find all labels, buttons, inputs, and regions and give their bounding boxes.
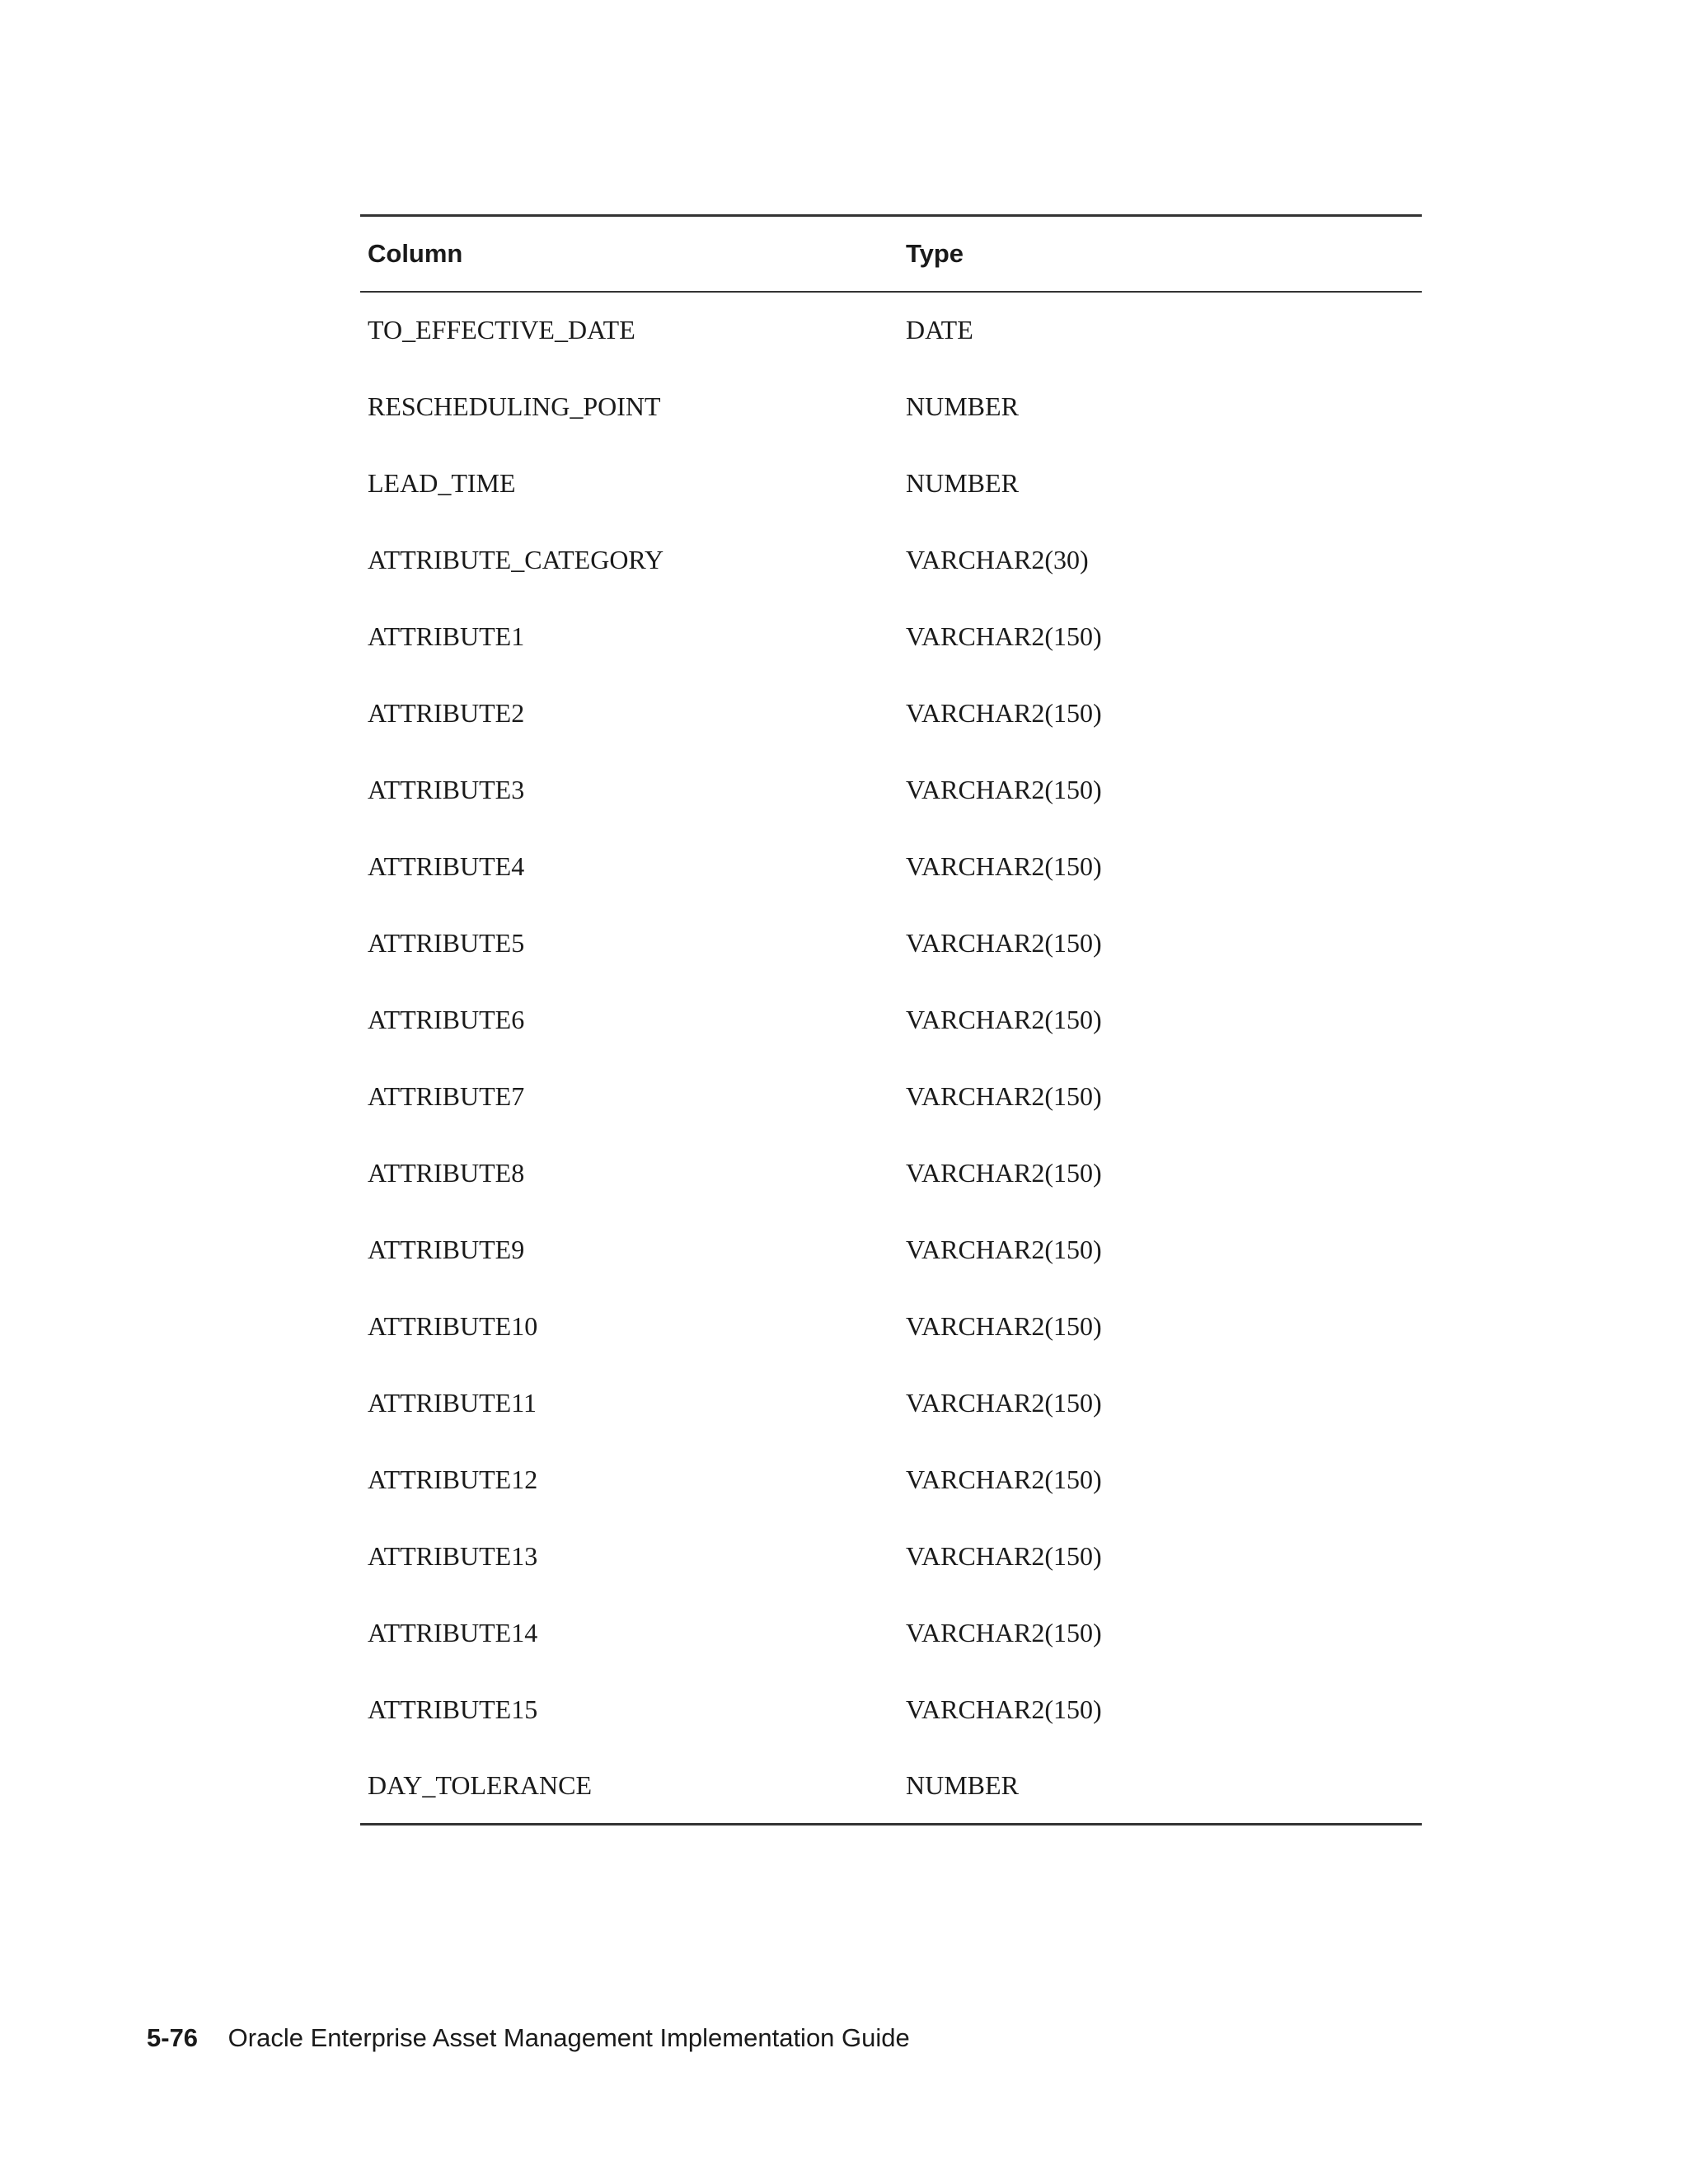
data-type-cell: VARCHAR2(150) — [906, 1234, 1102, 1264]
data-type-cell: VARCHAR2(150) — [906, 697, 1102, 728]
column-name-cell: ATTRIBUTE11 — [368, 1387, 537, 1418]
column-name-cell: ATTRIBUTE5 — [368, 927, 525, 958]
column-name-cell: TO_EFFECTIVE_DATE — [368, 315, 635, 344]
table-row — [360, 1595, 1422, 1671]
table-row — [360, 905, 1422, 982]
column-name-cell: ATTRIBUTE3 — [368, 774, 525, 804]
table-row — [360, 1058, 1422, 1135]
data-type-cell: VARCHAR2(150) — [906, 1694, 1102, 1724]
table-row — [360, 1441, 1422, 1518]
table-row — [360, 982, 1422, 1058]
data-type-cell: NUMBER — [906, 467, 1019, 498]
data-type-cell: NUMBER — [906, 1769, 1019, 1800]
data-type-cell: VARCHAR2(30) — [906, 544, 1089, 574]
table-row — [360, 1671, 1422, 1748]
data-type-cell: VARCHAR2(150) — [906, 927, 1102, 958]
table-row — [360, 752, 1422, 828]
table-row — [360, 368, 1422, 445]
column-name-cell: ATTRIBUTE12 — [368, 1464, 538, 1494]
table-row — [360, 1365, 1422, 1441]
table-row — [360, 1135, 1422, 1212]
data-type-cell: VARCHAR2(150) — [906, 1310, 1102, 1341]
table-row — [360, 1212, 1422, 1288]
data-type-cell: VARCHAR2(150) — [906, 1157, 1102, 1188]
type-header: Type — [906, 238, 964, 268]
header-row — [360, 216, 1422, 292]
data-type-cell: VARCHAR2(150) — [906, 1080, 1102, 1111]
column-type-table — [360, 214, 1422, 1825]
column-name-cell: ATTRIBUTE6 — [368, 1004, 525, 1034]
column-name-cell: LEAD_TIME — [368, 467, 516, 498]
document-title: Oracle Enterprise Asset Management Implementation Guide — [227, 2023, 910, 2052]
column-name-cell: ATTRIBUTE9 — [368, 1234, 525, 1264]
column-name-cell: ATTRIBUTE1 — [368, 621, 525, 651]
column-name-cell: ATTRIBUTE7 — [368, 1080, 525, 1111]
table-header — [360, 216, 1422, 292]
data-type-cell: DATE — [906, 315, 973, 344]
column-name-cell: ATTRIBUTE15 — [368, 1694, 538, 1724]
column-name-cell: ATTRIBUTE4 — [368, 851, 525, 881]
data-type-cell: VARCHAR2(150) — [906, 1540, 1102, 1571]
column-name-cell: RESCHEDULING_POINT — [368, 391, 661, 421]
table-row — [360, 292, 1422, 368]
table-body — [360, 292, 1422, 1825]
page-footer — [147, 2023, 910, 2053]
data-type-cell: VARCHAR2(150) — [906, 774, 1102, 804]
table-row — [360, 828, 1422, 905]
data-type-cell: VARCHAR2(150) — [906, 1387, 1102, 1418]
column-name-cell: ATTRIBUTE10 — [368, 1310, 538, 1341]
data-type-cell: NUMBER — [906, 391, 1019, 421]
column-name-cell: ATTRIBUTE_CATEGORY — [368, 544, 664, 574]
data-type-cell: VARCHAR2(150) — [906, 1464, 1102, 1494]
column-name-cell: ATTRIBUTE13 — [368, 1540, 538, 1571]
data-type-cell: VARCHAR2(150) — [906, 851, 1102, 881]
table-row — [360, 675, 1422, 752]
data-type-cell: VARCHAR2(150) — [906, 1004, 1102, 1034]
data-type-cell: VARCHAR2(150) — [906, 1617, 1102, 1647]
column-name-cell: DAY_TOLERANCE — [368, 1769, 593, 1800]
column-name-cell: ATTRIBUTE2 — [368, 697, 525, 728]
column-name-cell: ATTRIBUTE14 — [368, 1617, 538, 1647]
table-row — [360, 522, 1422, 598]
table-row — [360, 1748, 1422, 1825]
table-row — [360, 445, 1422, 522]
table-row — [360, 1518, 1422, 1595]
table-row — [360, 598, 1422, 675]
page-number: 5-76 — [147, 2023, 199, 2052]
table-row — [360, 1288, 1422, 1365]
data-type-cell: VARCHAR2(150) — [906, 621, 1102, 651]
column-header: Column — [368, 238, 463, 268]
column-name-cell: ATTRIBUTE8 — [368, 1157, 525, 1188]
